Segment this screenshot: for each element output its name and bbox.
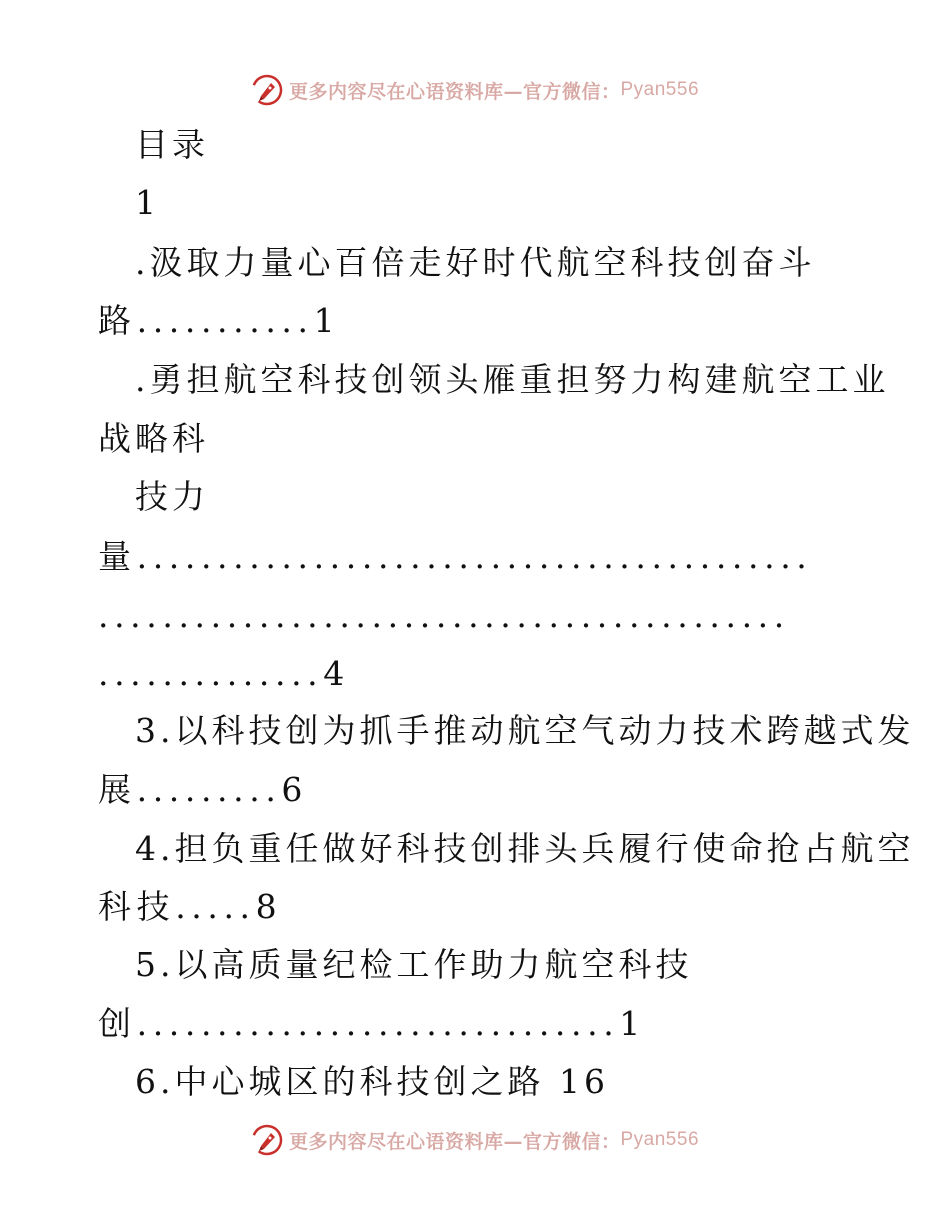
toc-line: 量.......................................... xyxy=(98,537,813,576)
toc-line: 展.........6 xyxy=(98,770,309,809)
watermark-text: 更多内容尽在心语资料库—官方微信： xyxy=(288,80,621,103)
footer-watermark xyxy=(0,1120,950,1160)
toc-line: 创..............................1 xyxy=(98,1004,646,1043)
toc-line: .勇担航空科技创领头雁重担努力构建航空工业 xyxy=(135,360,890,399)
pen-nib-logo-icon xyxy=(251,74,283,106)
toc-title: 目录 xyxy=(135,125,209,164)
toc-line: ........................................... xyxy=(98,596,790,635)
toc-line: 战略科 xyxy=(98,419,209,458)
watermark-wechat-id: Pyan556 xyxy=(620,79,700,100)
toc-line: 3.以科技创为抓手推动航空气动力技术跨越式发 xyxy=(135,711,915,750)
toc-line: .汲取力量心百倍走好时代航空科技创奋斗 xyxy=(135,243,816,282)
toc-line: 5.以高质量纪检工作助力航空科技 xyxy=(135,945,693,984)
toc-line: 科技.....8 xyxy=(98,887,283,926)
toc-line: 路...........1 xyxy=(98,301,341,340)
watermark-text: 更多内容尽在心语资料库—官方微信： xyxy=(288,1130,621,1153)
toc-line: 1 xyxy=(135,183,160,222)
header-watermark xyxy=(0,70,950,110)
pen-nib-logo-icon xyxy=(251,1124,283,1156)
toc-line: 6.中心城区的科技创之路 16 xyxy=(135,1062,609,1101)
toc-line: 技力 xyxy=(135,477,209,516)
toc-line: ..............4 xyxy=(98,654,350,693)
watermark-wechat-id: Pyan556 xyxy=(620,1129,700,1150)
toc-line: 4.担负重任做好科技创排头兵履行使命抢占航空 xyxy=(135,829,915,868)
